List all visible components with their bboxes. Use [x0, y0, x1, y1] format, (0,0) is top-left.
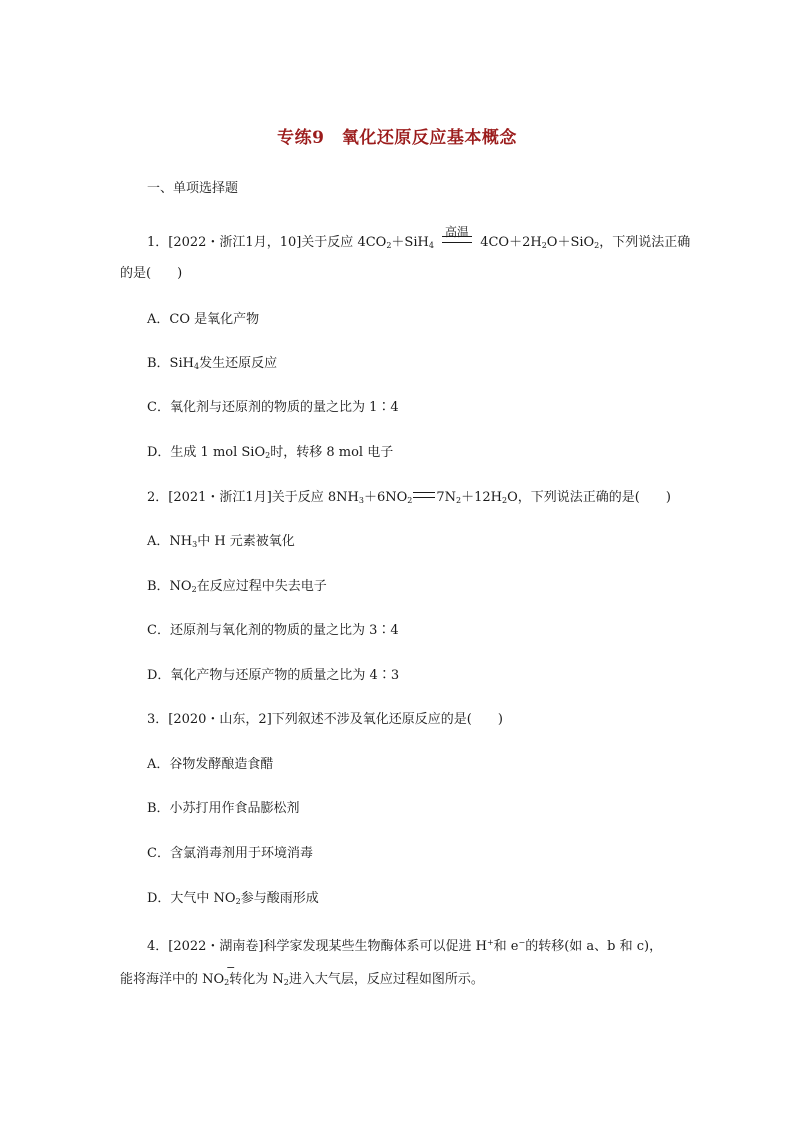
question-1-option-d: D．生成 1 mol SiO$_2$时，转移 8 mol 电子 — [147, 445, 394, 460]
question-1-option-c: C．氧化剂与还原剂的物质的量之比为 1∶4 — [147, 400, 399, 415]
question-2-option-b: B．$NO_2$在反应过程中失去电子 — [147, 579, 327, 594]
section-heading: 一、单项选择题 — [147, 181, 239, 196]
question-3-option-b: B．小苏打用作食品膨松剂 — [147, 801, 300, 816]
question-1-stem-continued: 的是( ) — [120, 266, 183, 281]
question-4-stem-continued: 能将海洋中的 NO − $_2$转化为 $N_2$进入大气层，反应过程如图所示。 — [120, 961, 484, 987]
question-3-option-d: D．大气中 $NO_2$参与酸雨形成 — [147, 891, 319, 906]
question-1-option-b: B．SiH$_4$发生还原反应 — [147, 356, 278, 371]
question-4-stem: 4．[2022・湖南卷]科学家发现某些生物酶体系可以促进 H+和 e−的转移(如 a、b 和 c)， — [147, 938, 663, 954]
reaction-condition-arrow: 高温 — [440, 234, 474, 252]
question-1-stem: 1．[2022・浙江1月，10]关于反应 $4CO_2+SiH_4$ 高温 $4CO+2H_2O+SiO_2$，下列说法正确 — [147, 225, 691, 250]
equals-sign — [413, 492, 435, 498]
question-3-option-c: C．含氯消毒剂用于环境消毒 — [147, 846, 313, 861]
question-2-option-a: A．$NH_3$中 H 元素被氧化 — [147, 534, 295, 549]
question-2-option-c: C．还原剂与氧化剂的物质的量之比为 3∶4 — [147, 623, 399, 638]
question-3-option-a: A．谷物发酵酿造食醋 — [147, 757, 274, 772]
question-2-stem: 2．[2021・浙江1月]关于反应 $8NH_3+6NO_2$ $7N_2+12H_2O$，下列说法正确的是( ) — [147, 490, 671, 505]
question-2-option-d: D．氧化产物与还原产物的质量之比为 4∶3 — [147, 668, 400, 683]
page-title: 专练9 氧化还原反应基本概念 — [277, 128, 517, 148]
question-1-option-a: A．CO 是氧化产物 — [147, 312, 260, 327]
question-3-stem: 3．[2020・山东，2]下列叙述不涉及氧化还原反应的是( ) — [147, 712, 503, 727]
